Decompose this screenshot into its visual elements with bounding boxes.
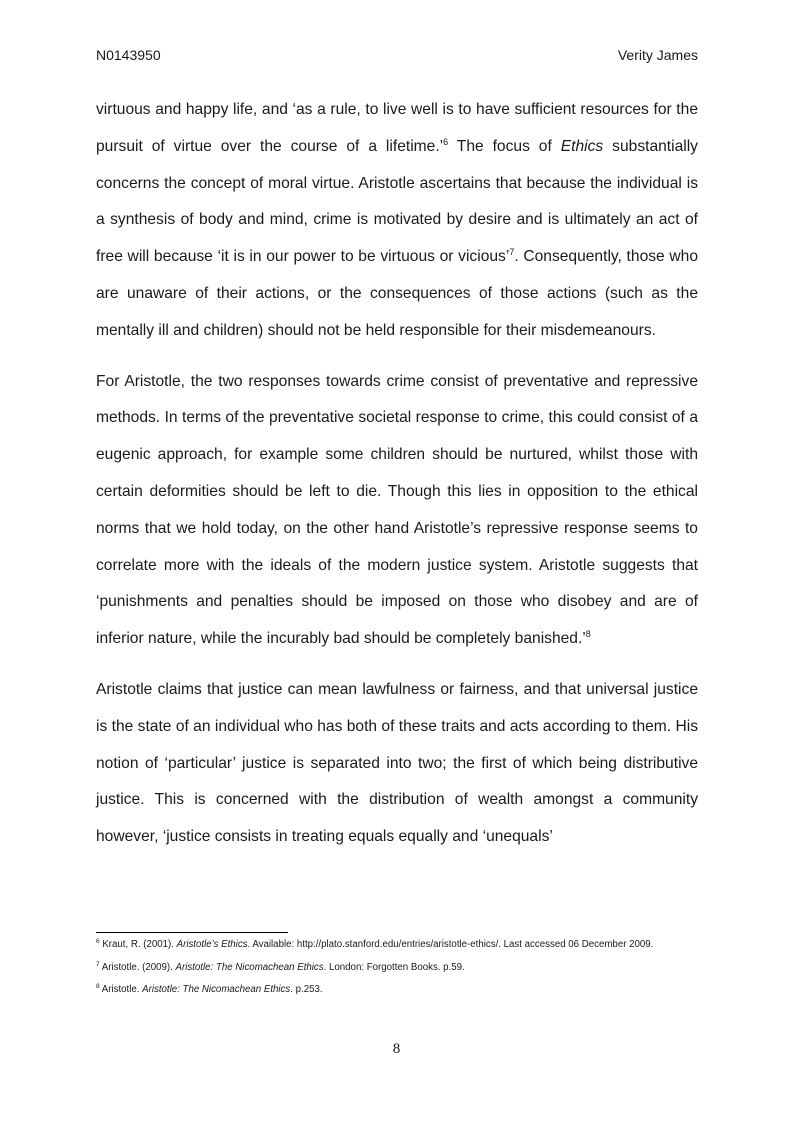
footnote-text: . Available: http://plato.stanford.edu/entries/aristotle-ethics/. Last accessed 06 December 2009. (247, 939, 654, 950)
footnote-title: Aristotle: The Nicomachean Ethics (142, 984, 291, 995)
paragraph (96, 364, 698, 658)
footnote-divider (96, 932, 288, 933)
footnote-marker: 7 (509, 247, 515, 258)
footnote-text: Aristotle. (99, 984, 143, 995)
footnote (96, 939, 696, 952)
footnote (96, 962, 696, 975)
footnote (96, 984, 696, 997)
footnote-title: Aristotle’s Ethics (176, 939, 248, 950)
paragraph-text: substantially concerns the concept of moral virtue. Aristotle ascertains that because the individual is a synthesis of body and mind, crime is motivated by desire and is ultimately an act of free will because ‘it is in our power to be virtuous or vicious’ (96, 137, 698, 266)
paragraph-text: Aristotle claims that justice can mean lawfulness or fairness, and that universal justice is the state of an individual who has both of these traits and acts according to them. His notion of ‘particular’ justice is separated into two; the first of which being distributive justice. This is concerned with the distribution of wealth amongst a community however, ‘justice consists in treating equals equally and ‘unequals’ (96, 680, 698, 846)
footnote-text: . London: Forgotten Books. p.59. (323, 961, 465, 973)
body-text (96, 92, 698, 856)
footnote-title: Aristotle: The Nicomachean Ethics (175, 961, 324, 973)
page-header (96, 47, 698, 67)
footnote-number: 8 (96, 983, 100, 990)
paragraph-text: The focus of (448, 137, 561, 155)
footnote-number: 7 (96, 960, 100, 968)
student-id: N0143950 (96, 47, 161, 63)
footnote-marker: 8 (585, 629, 591, 640)
footnote-number: 6 (96, 938, 100, 945)
paragraph (96, 92, 698, 350)
paragraph-text: . Consequently, those who are unaware of their actions, or the consequences of those actions (such as the mentally ill and children) should not be held responsible for their misdemeanours. (96, 248, 698, 339)
page-number: 8 (392, 1041, 401, 1057)
author-name: Verity James (617, 47, 698, 63)
emphasis-text: Ethics (560, 137, 604, 155)
paragraph (96, 672, 698, 856)
footnote-marker: 6 (443, 136, 449, 147)
footnote-text: . p.253. (290, 984, 323, 995)
paragraph-text: virtuous and happy life, and ‘as a rule, to live well is to have sufficient resources for the pursuit of virtue over the course of a lifetime.’ (96, 101, 698, 155)
footnotes (96, 939, 696, 1007)
footnote-text: Aristotle. (2009). (99, 961, 176, 973)
footnote-text: Kraut, R. (2001). (99, 939, 177, 950)
paragraph-text: For Aristotle, the two responses towards crime consist of preventative and repressive methods. In terms of the preventative societal response to crime, this could consist of a eugenic approach, for example some children should be nurtured, whilst those with certain deformities should be left to die. Though this lies in opposition to the ethical norms that we hold today, on the other hand Aristotle’s repressive response seems to correlate more with the ideals of the modern justice system. Aristotle suggests that ‘punishments and penalties should be imposed on those who disobey and are of inferior nature, while the incurably bad should be completely banished.’ (96, 372, 698, 648)
